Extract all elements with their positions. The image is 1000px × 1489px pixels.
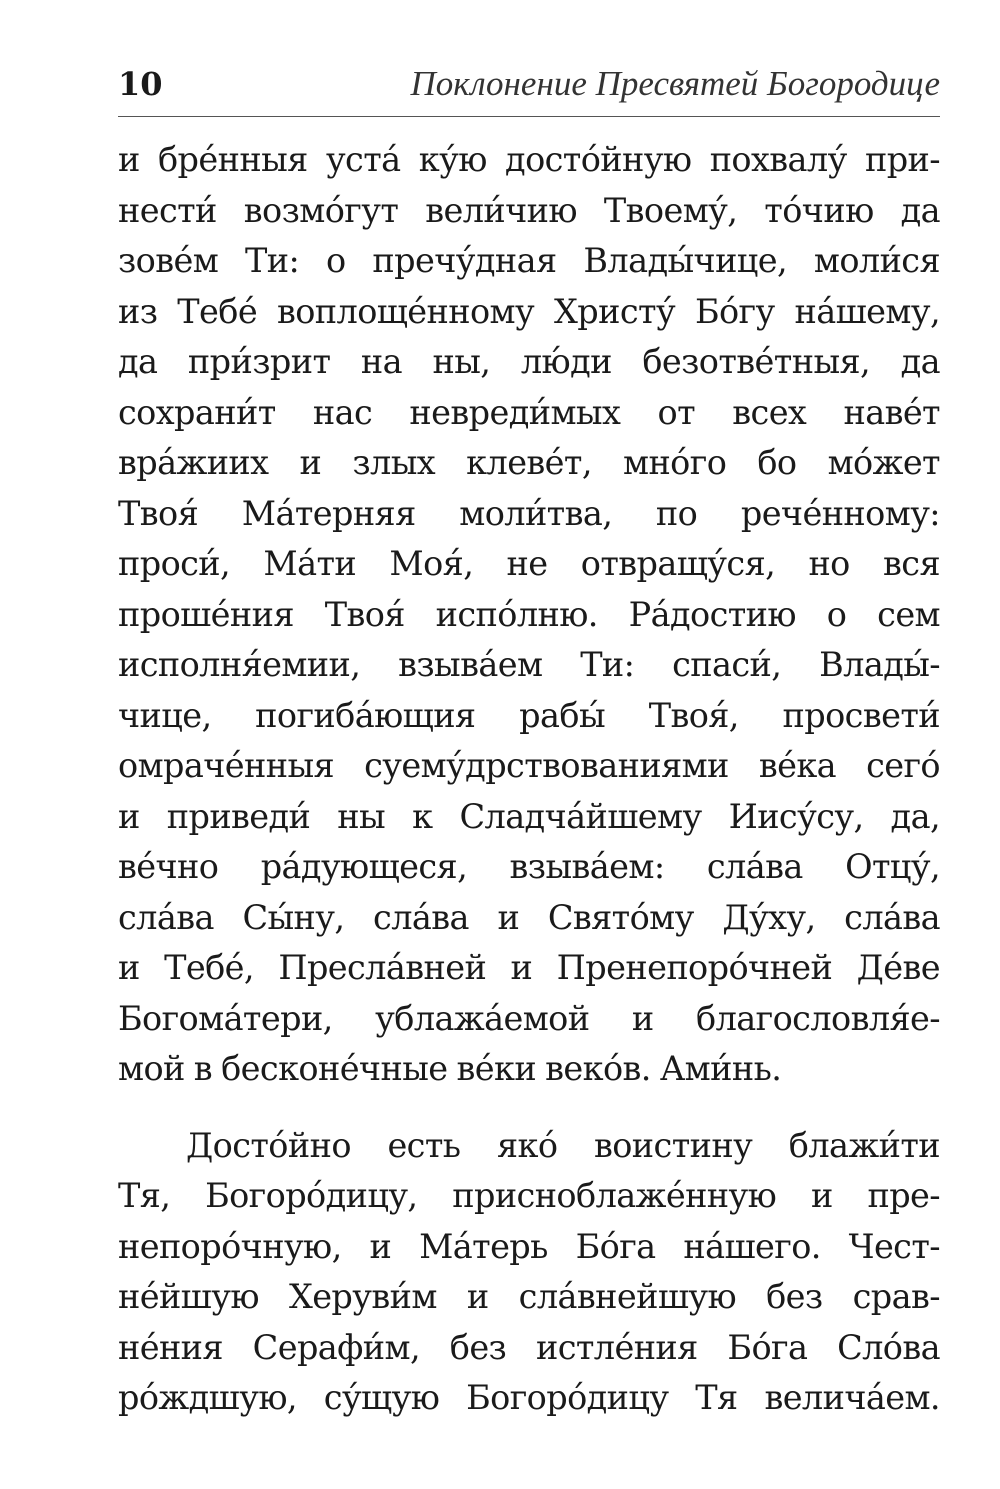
text-line: и Тебе́, Пресла́вней и Пренепоро́чней Де́ве [118, 948, 940, 987]
text-line: да при́зрит на ны, лю́ди безотве́тныя, да [118, 342, 940, 381]
text-line: и бре́нныя уста́ ку́ю досто́йную похвалу́ при- [118, 140, 940, 179]
page-number: 10 [118, 65, 163, 103]
text-line: проше́ния Твоя́ испо́лню. Ра́достию о сем [118, 594, 940, 634]
body-text [118, 135, 940, 1424]
running-head-title: Поклонение Пресвятей Богородице [410, 64, 940, 103]
running-head [118, 64, 940, 117]
text-line: непоро́чную, и Ма́терь Бо́га на́шего. Чест- [118, 1226, 940, 1266]
text-line: чице, погиба́ющия рабы́ Твоя́, просвети́ [118, 695, 940, 735]
paragraph-2 [118, 1121, 940, 1424]
text-line: проси́, Ма́ти Моя́, не отвращу́ся, но вся [118, 544, 940, 583]
book-page [118, 64, 940, 1424]
text-line: и приведи́ ны к Сладча́йшему Иису́су, да, [118, 796, 940, 836]
text-line: Досто́йно есть яко́ воистину блажи́ти [186, 1125, 940, 1165]
text-line: не́ния Серафи́м, без истле́ния Бо́га Сло́ва [118, 1327, 940, 1367]
text-line: зове́м Ти: о пречу́дная Влады́чице, моли́ся [118, 241, 940, 280]
text-line: ро́ждшую, су́щую Богоро́дицу Тя велича́ем. [118, 1378, 940, 1417]
text-line: Тя, Богоро́дицу, присноблаже́нную и пре- [118, 1176, 940, 1215]
paragraph-1 [118, 135, 940, 1095]
text-line: омраче́нныя суему́дрствованиями ве́ка сего́ [118, 746, 940, 785]
text-line: нести́ возмо́гут вели́чию Твоему́, то́чию да [118, 190, 940, 230]
text-line: ве́чно ра́дующеся, взыва́ем: сла́ва Отцу́, [118, 847, 940, 886]
paragraph-gap [118, 1095, 940, 1121]
text-line: вра́жиих и злых клеве́т, мно́го бо мо́жет [118, 443, 940, 482]
text-line: Твоя́ Ма́терняя моли́тва, по рече́нному: [118, 493, 940, 533]
text-line: мой в бесконе́чные ве́ки веко́в. Ами́нь. [118, 1049, 782, 1088]
text-line: сохрани́т нас невреди́мых от всех наве́т [118, 392, 940, 432]
text-line: исполня́емии, взыва́ем Ти: спаси́, Влады́- [118, 645, 940, 684]
text-line: не́йшую Херуви́м и сла́внейшую без срав- [118, 1277, 940, 1316]
text-line: сла́ва Сы́ну, сла́ва и Свято́му Ду́ху, сла́ва [118, 897, 940, 937]
text-line: Богома́тери, ублажа́емой и благословля́е- [118, 998, 940, 1038]
text-line: из Тебе́ воплоще́нному Христу́ Бо́гу на́шему, [118, 291, 940, 331]
